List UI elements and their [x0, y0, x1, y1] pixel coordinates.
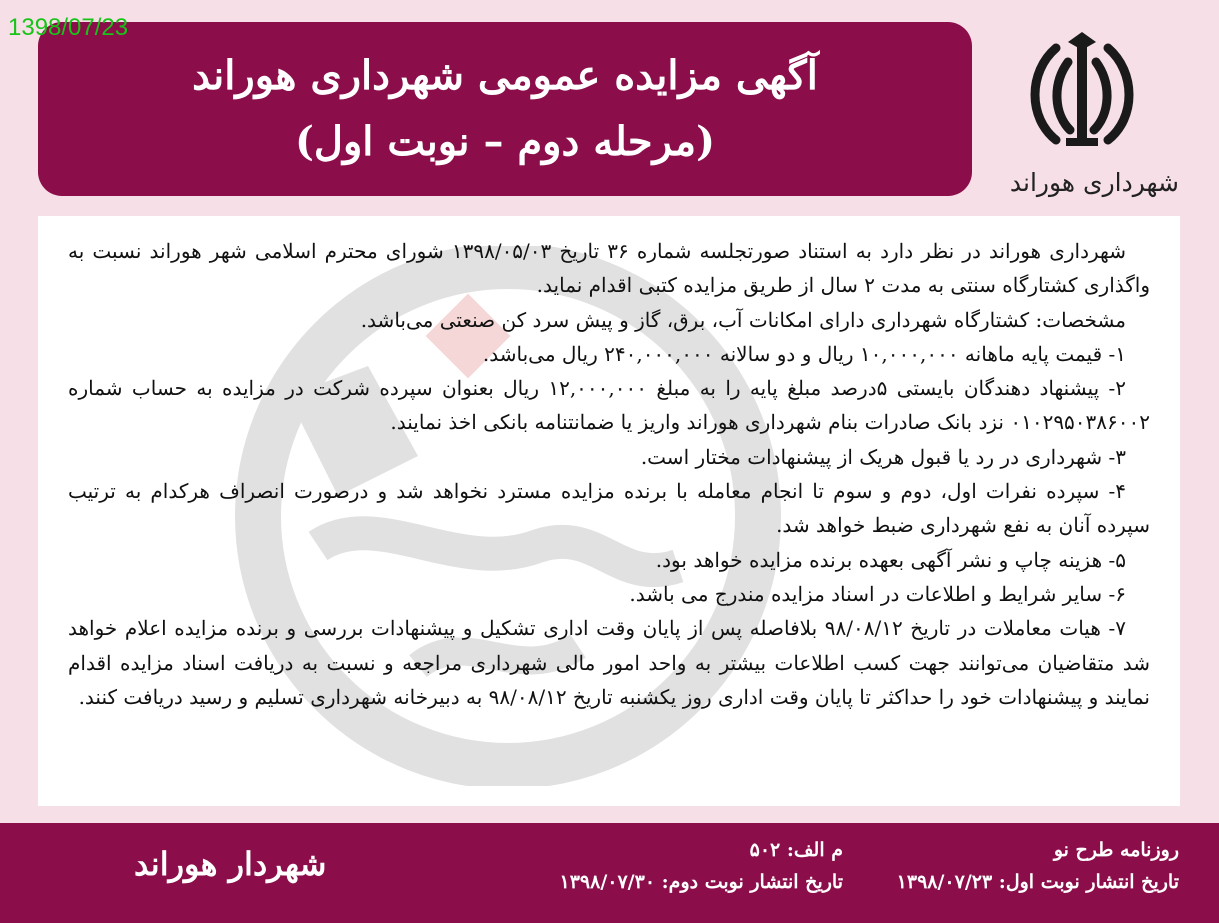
specs-paragraph: مشخصات: کشتارگاه شهرداری دارای امکانات آب، برق، گاز و پیش سرد کن صنعتی می‌باشد. [360, 307, 1126, 332]
list-item: ۵- هزینه چاپ و نشر آگهی بعهده برنده مزایده خواهد بود. [655, 547, 1126, 572]
signature: شهردار هوراند [134, 845, 327, 883]
first-publish-date: تاریخ انتشار نوبت اول: ۱۳۹۸/۰۷/۲۳ [896, 871, 1179, 893]
title-main: آگهی مزایده عمومی شهرداری هوراند [192, 52, 818, 99]
title-banner [38, 22, 972, 196]
announcement-text [68, 234, 1150, 714]
list-item: ۷- هیات معاملات در تاریخ ۹۸/۰۸/۱۲ بلافاصله پس از پایان وقت اداری تشکیل و پیشنهادات بررسی و برنده مزایده اعلام خواهد شد متقاضیان می‌توانند جهت کسب اطلاعات بیشتر به واحد امور مالی شهرداری مراجعه و نسبت به دریافت اسناد مزایده اقدام نمایند و پیشنهادات خود را حداکثر تا پایان وقت اداری روز یکشنبه تاریخ ۹۸/۰۸/۱۲ به دبیرخانه شهرداری تسلیم و رسید دریافت کنند. [68, 616, 1150, 709]
footer-bar [0, 823, 1219, 923]
second-publish-date: تاریخ انتشار نوبت دوم: ۱۳۹۸/۰۷/۳۰ [559, 871, 843, 893]
list-item: ۴- سپرده نفرات اول، دوم و سوم تا انجام معامله با برنده مزایده مسترد نخواهد شد و درصورت انصراف هرکدام به ترتیب سپرده آنان به نفع شهرداری ضبط خواهد شد. [68, 479, 1150, 538]
newspaper-name: روزنامه طرح نو [1053, 839, 1179, 861]
intro-paragraph: شهرداری هوراند در نظر دارد به استناد صورتجلسه شماره ۳۶ تاریخ ۱۳۹۸/۰۵/۰۳ شورای محترم اسلامی شهر هوراند نسبت به واگذاری کشتارگاه سنتی به مدت ۲ سال از طریق مزایده کتبی اقدام نماید. [68, 239, 1150, 298]
date-stamp: 1398/07/23 [8, 14, 129, 41]
ad-code: م الف: ۵۰۲ [749, 839, 843, 861]
list-item: ۳- شهرداری در رد یا قبول هریک از پیشنهادات مختار است. [640, 444, 1126, 469]
iran-emblem-icon [1016, 26, 1148, 154]
announcement-body [38, 216, 1180, 806]
list-item: ۱- قیمت پایه ماهانه ۱۰,۰۰۰,۰۰۰ ریال و دو سالانه ۲۴۰,۰۰۰,۰۰۰ ریال می‌باشد. [482, 341, 1126, 366]
list-item: ۶- سایر شرایط و اطلاعات در اسناد مزایده مندرج می باشد. [629, 581, 1126, 606]
org-name: شهرداری هوراند [1009, 168, 1179, 197]
title-subtitle: (مرحله دوم – نوبت اول) [294, 118, 716, 165]
list-item: ۲- پیشنهاد دهندگان بایستی ۵درصد مبلغ پایه را به مبلغ ۱۲,۰۰۰,۰۰۰ ریال بعنوان سپرده شرکت در مزایده به حساب شماره ۰۱۰۲۹۵۰۳۸۶۰۰۲ نزد بانک صادرات بنام شهرداری هوراند واریز یا ضمانتنامه بانکی اخذ نمایند. [68, 376, 1150, 435]
